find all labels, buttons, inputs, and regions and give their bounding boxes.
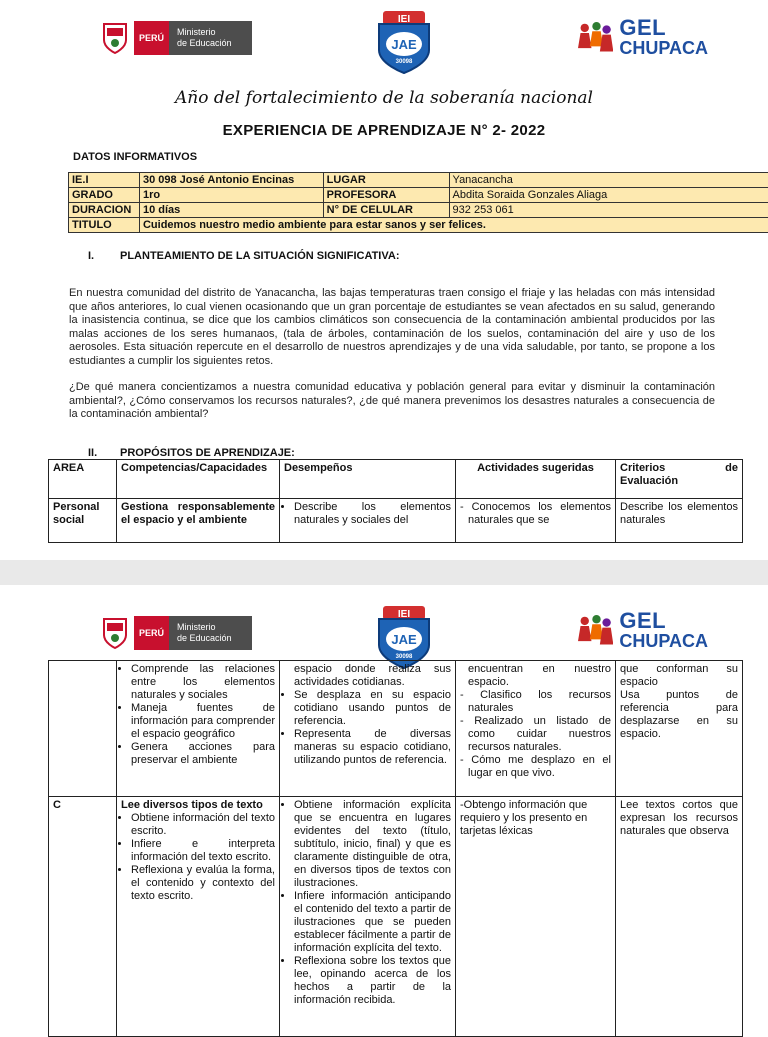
datos-row [69,203,768,218]
header-area: AREA [49,460,117,499]
peru-label: PERÚ [134,21,169,55]
minedu-logo [100,613,252,653]
list-item: • Reflexiona y evalúa la forma, el contenido y contexto del texto escrito. [131,864,275,903]
iei-number-text: 30098 [396,654,413,660]
table-row [49,661,743,797]
table-row [49,797,743,1037]
table-header-row [49,460,743,499]
ugel-logo [578,607,708,655]
celular-label: N° DE CELULAR [323,203,449,218]
situacion-paragraph-2: ¿De qué manera concientizamos a nuestra comunidad educativa y población general para evitar y disminuir la contaminación ambiental?, ¿Cómo conservamos los recursos naturales?, ¿de qué manera prevenimos los desastres naturales a consecuencia de la contaminación ambiental? [69,381,715,422]
peru-shield-icon [100,616,130,650]
criterio-cell: Lee textos cortos que expresan los recursos naturales que observa [616,797,743,1037]
list-item: • Describe los elementos naturales y sociales del [294,501,451,527]
actividad-cell: -Obtengo información que requiero y los presento en tarjetas léxicas [456,797,616,1037]
list-item: • Infiere información anticipando el contenido del texto a partir de ilustraciones que se pueden establecer fácilmente a partir de información explícita del texto. [294,890,451,955]
datos-heading: DATOS INFORMATIVOS [73,151,197,163]
list-item: • Se desplaza en su espacio cotidiano usando puntos de referencia. [294,689,451,728]
titulo-label: TITULO [69,218,140,233]
iei-number-text: 30098 [396,59,413,65]
duracion-label: DURACION [69,203,140,218]
list-item: • Obtiene información del texto escrito. [131,812,275,838]
list-item: - Realizado un listado de como cuidar nuestros recursos naturales. [460,715,611,754]
list-item: • Obtiene información explícita que se encuentra en lugares evidentes del texto (título, subtítulo, inicio, final) y que es claramente distinguible de otra, en diversos tipos de textos con ilustraciones. [294,799,451,890]
grado-label: GRADO [69,188,140,203]
header-actividades: Actividades sugeridas [456,460,616,499]
desempeno-cell [280,499,456,543]
list-item: • Maneja fuentes de información para comprender el espacio geográfico [131,702,275,741]
ugel-subtitle: CHUPACA [619,38,708,58]
iei-top-text: IEI [398,609,410,620]
list-item: - Cómo me desplazo en el lugar en que vivo. [460,754,611,780]
list-item: - Conocemos los elementos naturales que se [460,501,611,527]
list-item: • Genera acciones para preservar el ambiente [131,741,275,767]
header-competencias: Competencias/Capacidades [117,460,280,499]
section-2-heading: II. PROPÓSITOS DE APRENDIZAJE: [88,447,295,459]
criterio-cell: que conforman su espacio Usa puntos de referencia para desplazarse en su espacio. [616,661,743,797]
propositos-table-part-1 [48,459,743,543]
situacion-paragraph-1: En nuestra comunidad del distrito de Yanacancha, las bajas temperaturas traen consigo el friaje y las heladas con más intensidad que años anteriores, lo cual vienen ocasionando que un gran porcentaje de estudiantes se vean afectados en su salud, generando la inasistencia continua, se dice que los cambios climáticos son consecuencia de la contaminación ambiental producidos por las malas acciones de los seres humanaos, (tala de árboles, contaminación de los suelos, contaminación del aire y uso de los aerosoles. Esta situación repercute en el desarrollo de nuestros aprendizajes y de una vida saludable, por tanto, se propone a los estudiantes a cumplir los siguientes retos. [69,287,715,368]
list-item: • Representa de diversas maneras su espacio cotidiano, utilizando puntos de referencia. [294,728,451,767]
ugel-title: GEL [619,18,708,38]
ugel-dancers-icon [578,609,613,653]
ministerio-label: Ministerio de Educación [169,616,252,650]
profesora-label: PROFESORA [323,188,449,203]
page-gap [0,560,768,585]
capacidades-cell [117,661,280,797]
propositos-table-part-2 [48,660,743,1037]
lugar-label: LUGAR [323,173,449,188]
header-desempenos: Desempeños [280,460,456,499]
criterio-cell: Describe los elementos naturales [616,499,743,543]
competencia-cell: Gestiona responsablemente el espacio y el ambiente [117,499,280,543]
ie-value: 30 098 José Antonio Encinas [139,173,323,188]
table-row [49,499,743,543]
list-item: - Clasifico los recursos naturales [460,689,611,715]
list-item: • Comprende las relaciones entre los elementos naturales y sociales [131,663,275,702]
section-1-heading: I. PLANTEAMIENTO DE LA SITUACIÓN SIGNIFICATIVA: [88,250,399,262]
celular-value: 932 253 061 [449,203,768,218]
list-item: • Infiere e interpreta información del texto escrito. [131,838,275,864]
document-title: EXPERIENCIA DE APRENDIZAJE N° 2- 2022 [0,122,768,139]
duracion-value: 10 días [139,203,323,218]
competencia-title: Lee diversos tipos de texto [121,799,275,812]
datos-table [68,172,768,233]
desempeno-cell: espacio donde realiza sus actividades cotidianas. • Se desplaza en su espacio cotidiano usando puntos de referencia. • Representa de diversas maneras su espacio cotidiano, utilizando puntos de referencia. [280,661,456,797]
minedu-logo [100,18,252,58]
desempeno-cell [280,797,456,1037]
capacidades-cell [117,797,280,1037]
list-item: • Reflexiona sobre los textos que lee, opinando acerca de los hechos a partir de la información recibida. [294,955,451,1007]
ie-label: IE.I [69,173,140,188]
iei-badge-text: JAE [391,37,417,52]
profesora-value: Abdita Soraida Gonzales Aliaga [449,188,768,203]
grado-value: 1ro [139,188,323,203]
iei-badge-text: JAE [391,632,417,647]
peru-shield-icon [100,21,130,55]
ugel-dancers-icon [578,16,613,60]
ugel-title: GEL [619,611,708,631]
year-title: Año del fortalecimiento de la soberanía nacional [0,88,768,108]
datos-row [69,173,768,188]
actividad-cell: encuentran en nuestro espacio. - Clasifico los recursos naturales - Realizado un listado de como cuidar nuestros recursos naturales. - Cómo me desplazo en el lugar en que vivo. [456,661,616,797]
area-cell: C [49,797,117,1037]
ugel-logo [578,14,708,62]
document-page-2 [0,585,768,1024]
area-cell [49,661,117,797]
iei-school-logo [373,10,435,74]
ugel-subtitle: CHUPACA [619,631,708,651]
titulo-value: Cuidemos nuestro medio ambiente para estar sanos y ser felices. [139,218,768,233]
actividad-cell [456,499,616,543]
area-cell: Personal social [49,499,117,543]
ministerio-label: Ministerio de Educación [169,21,252,55]
lugar-value: Yanacancha [449,173,768,188]
peru-label: PERÚ [134,616,169,650]
iei-top-text: IEI [398,14,410,25]
datos-row [69,188,768,203]
header-criterios: Criterios de Evaluación [616,460,743,499]
datos-row [69,218,768,233]
